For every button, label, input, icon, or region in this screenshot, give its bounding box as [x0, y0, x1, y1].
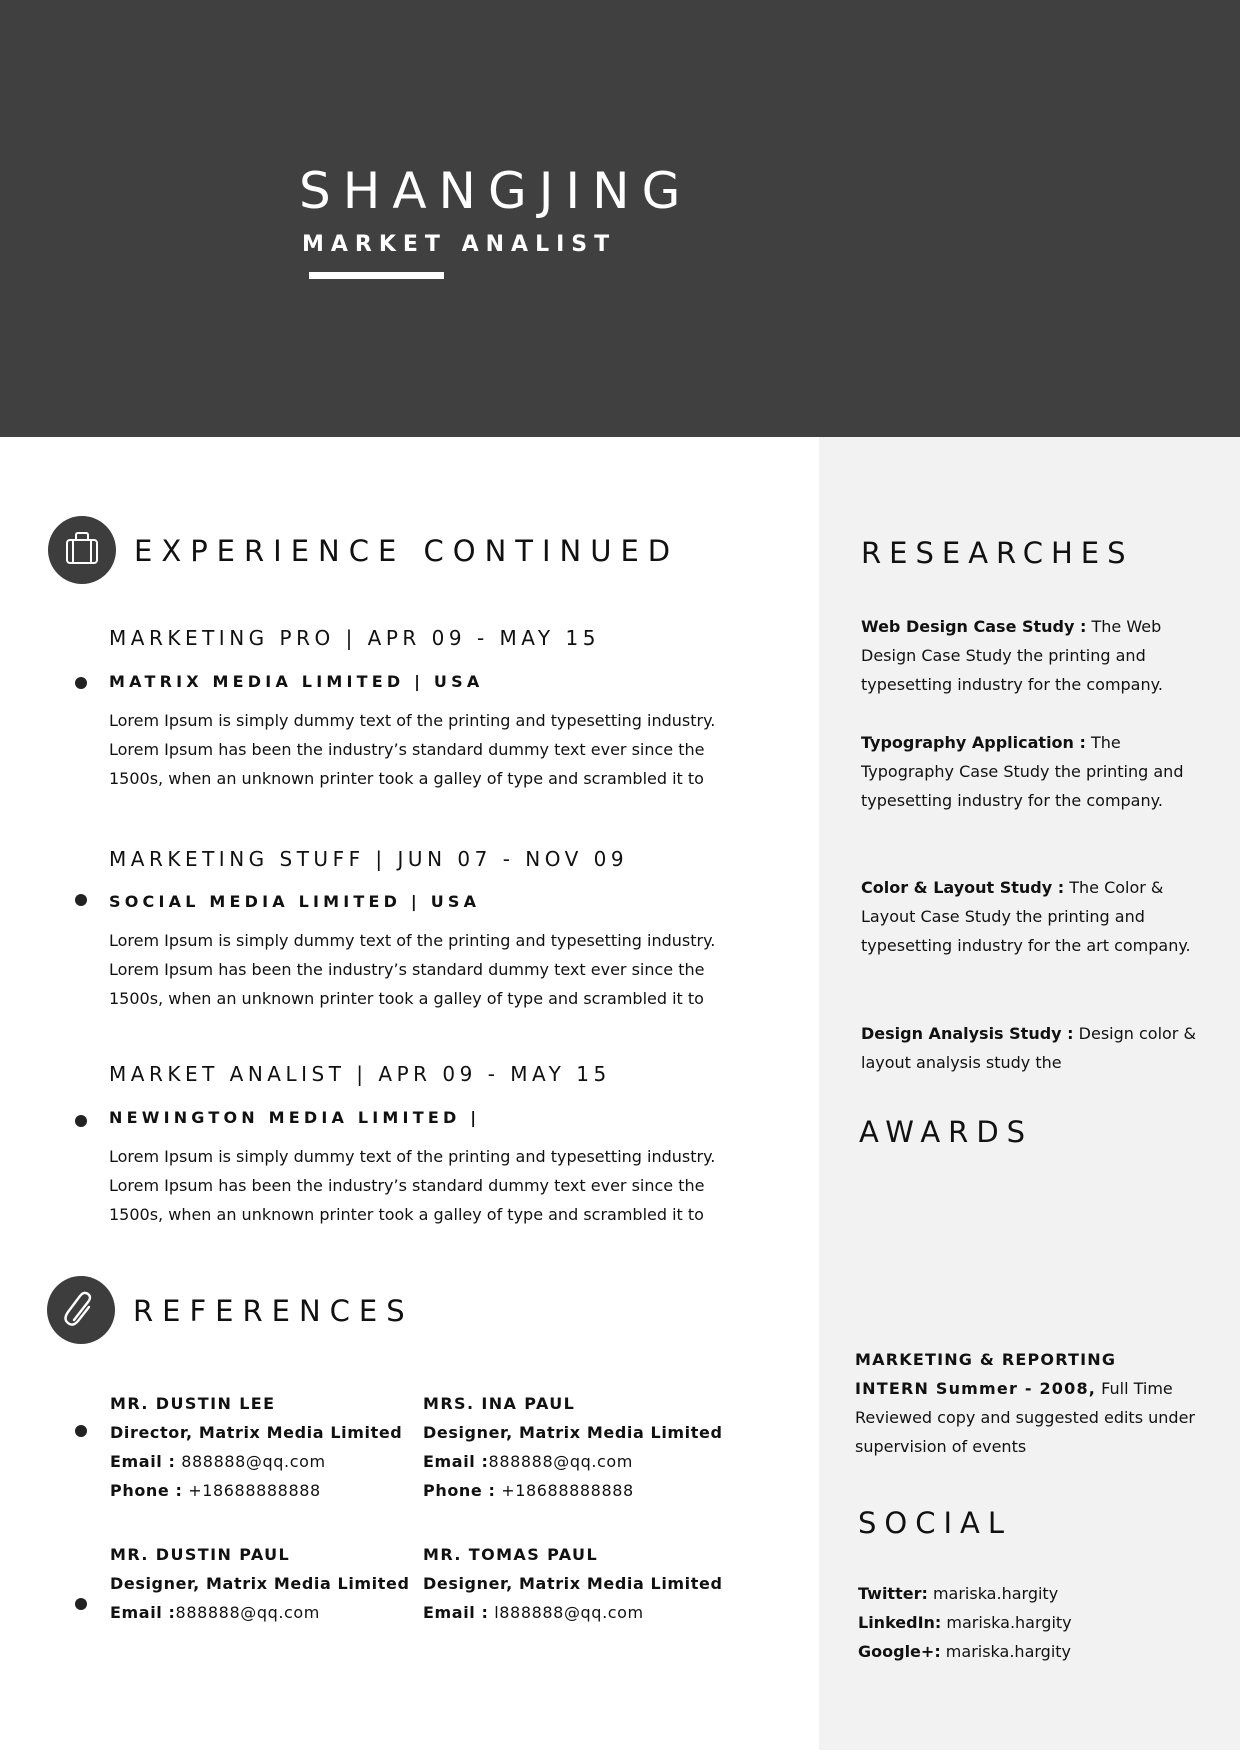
- social-section-title: SOCIAL: [858, 1506, 1013, 1540]
- social-googleplus: Google+: mariska.hargity: [858, 1642, 1072, 1661]
- reference-card: MR. TOMAS PAUL Designer, Matrix Media Limited Email : l888888@qq.com: [423, 1545, 723, 1622]
- social-twitter: Twitter: mariska.hargity: [858, 1584, 1059, 1603]
- job-bullet: [75, 1115, 87, 1127]
- research-item: Color & Layout Study : The Color & Layout Case Study the printing and typesetting industry for the art company.: [861, 878, 1191, 955]
- research-item: Web Design Case Study : The Web Design Case Study the printing and typesetting industry for the company.: [861, 617, 1163, 694]
- header-banner: [0, 0, 1240, 437]
- references-section-title: REFERENCES: [133, 1294, 414, 1328]
- social-linkedin: LinkedIn: mariska.hargity: [858, 1613, 1072, 1632]
- job-title: MARKETING PRO | APR 09 - MAY 15: [109, 626, 600, 650]
- job-bullet: [75, 677, 87, 689]
- research-item: Typography Application : The Typography Case Study the printing and typesetting industry for the company.: [861, 733, 1184, 810]
- social-list: [858, 1579, 1072, 1666]
- reference-card: MR. DUSTIN LEE Director, Matrix Media Limited Email : 888888@qq.com Phone : +18688888888: [110, 1394, 403, 1500]
- reference-card: MRS. INA PAUL Designer, Matrix Media Limited Email :888888@qq.com Phone : +18688888888: [423, 1394, 723, 1500]
- job-title: MARKETING STUFF | JUN 07 - NOV 09: [109, 847, 629, 871]
- job-description: Lorem Ipsum is simply dummy text of the printing and typesetting industry. Lorem Ipsum has been the industry’s standard dummy text ever since the 1500s, when an unknown printer took a galley of type and scrambled it to: [109, 1147, 716, 1224]
- awards-section-title: AWARDS: [859, 1115, 1034, 1149]
- job-description: Lorem Ipsum is simply dummy text of the printing and typesetting industry. Lorem Ipsum has been the industry’s standard dummy text ever since the 1500s, when an unknown printer took a galley of type and scrambled it to: [109, 711, 716, 788]
- job-company: NEWINGTON MEDIA LIMITED |: [109, 1108, 481, 1127]
- researches-section-title: RESEARCHES: [861, 536, 1134, 570]
- title-underline: [309, 272, 444, 279]
- person-name: SHANGJING: [299, 162, 693, 220]
- experience-section-title: EXPERIENCE CONTINUED: [134, 534, 680, 568]
- reference-card: MR. DUSTIN PAUL Designer, Matrix Media Limited Email :888888@qq.com: [110, 1545, 410, 1622]
- reference-bullet: [75, 1425, 87, 1437]
- award-item: MARKETING & REPORTING INTERN Summer - 2008, Full Time Reviewed copy and suggested edits under supervision of events: [855, 1350, 1195, 1456]
- job-title: MARKET ANALIST | APR 09 - MAY 15: [109, 1062, 611, 1086]
- job-company: MATRIX MEDIA LIMITED | USA: [109, 672, 484, 691]
- reference-bullet: [75, 1598, 87, 1610]
- person-role: MARKET ANALIST: [302, 232, 617, 257]
- briefcase-icon: [48, 516, 116, 584]
- job-company: SOCIAL MEDIA LIMITED | USA: [109, 892, 481, 911]
- paperclip-icon: [47, 1276, 115, 1344]
- job-description: Lorem Ipsum is simply dummy text of the printing and typesetting industry. Lorem Ipsum has been the industry’s standard dummy text ever since the 1500s, when an unknown printer took a galley of type and scrambled it to: [109, 931, 716, 1008]
- job-bullet: [75, 894, 87, 906]
- research-item: Design Analysis Study : Design color & layout analysis study the: [861, 1024, 1196, 1072]
